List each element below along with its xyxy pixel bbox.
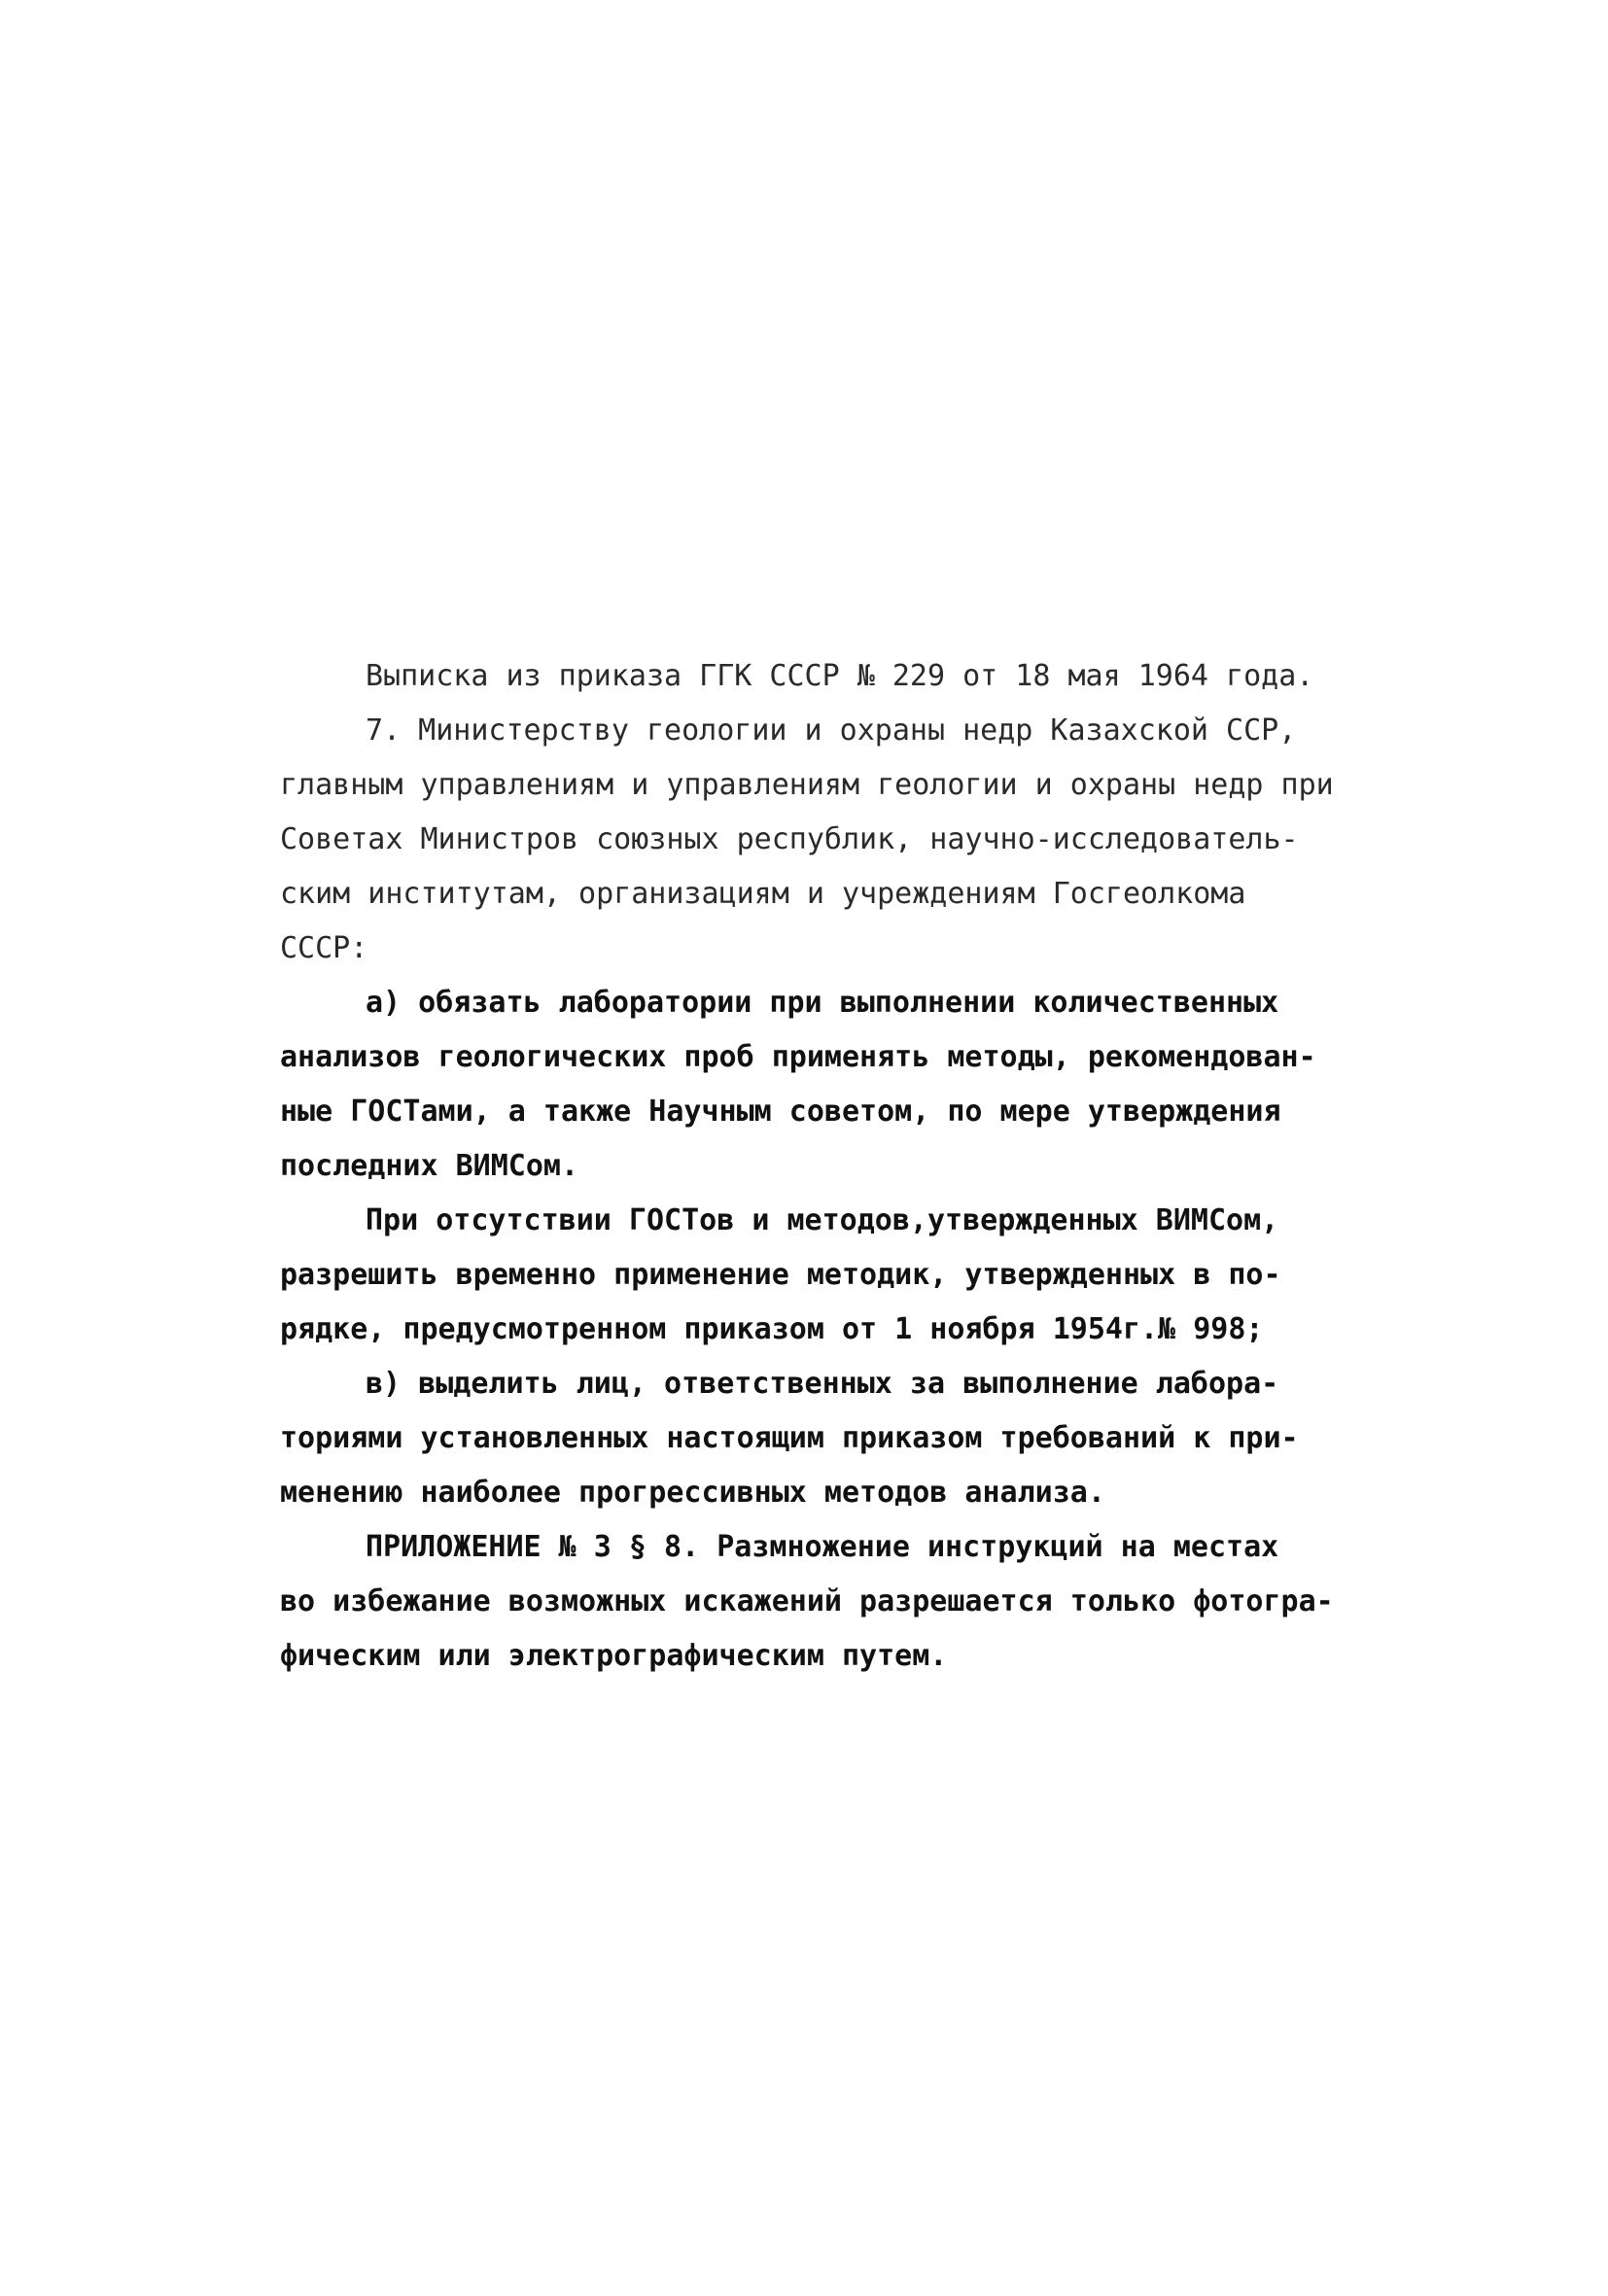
paragraph-line: главным управлениям и управлениям геологии и охраны недр при	[280, 768, 1334, 802]
paragraph-line: ториями установленных настоящим приказом требований к при-	[280, 1421, 1299, 1455]
paragraph-line: СССР:	[280, 931, 368, 965]
paragraph-7	[280, 704, 1334, 976]
paragraph-line: в) выделить лиц, ответственных за выполнение лабора-	[366, 1367, 1279, 1401]
order-excerpt	[280, 649, 1334, 1684]
paragraph-b	[280, 1194, 1311, 1357]
paragraph-line: последних ВИМСом.	[280, 1149, 579, 1183]
paragraph-line: менению наиболее прогрессивных методов анализа.	[280, 1476, 1105, 1510]
paragraph-line: ским институтам, организациям и учреждениям Госгеолкома	[280, 877, 1246, 911]
paragraph-v	[280, 1357, 1311, 1520]
paragraph-a	[280, 976, 1316, 1194]
paragraph-line: анализов геологических проб применять методы, рекомендован-	[280, 1040, 1316, 1074]
paragraph-line: рядке, предусмотренном приказом от 1 ноября 1954г.№ 998;	[280, 1312, 1264, 1346]
paragraph-line: во избежание возможных искажений разрешается только фотогра-	[280, 1584, 1334, 1618]
paragraph-line: ные ГОСТами, а также Научным советом, по мере утверждения	[280, 1095, 1281, 1129]
paragraph-line: Советах Министров союзных республик, научно-исследователь-	[280, 822, 1299, 856]
paragraph-line: фическим или электрографическим путем.	[280, 1639, 948, 1673]
paragraph-line: ПРИЛОЖЕНИЕ № 3 § 8. Размножение инструкций на местах	[366, 1530, 1279, 1564]
paragraph-line: При отсутствии ГОСТов и методов,утвержденных ВИМСом,	[366, 1203, 1279, 1237]
paragraph-line: а) обязать лаборатории при выполнении количественных	[366, 986, 1279, 1020]
document-heading: Выписка из приказа ГГК СССР № 229 от 18 мая 1964 года.	[366, 659, 1314, 693]
appendix-paragraph	[280, 1520, 1334, 1684]
paragraph-line: разрешить временно применение методик, утвержденных в по-	[280, 1258, 1281, 1292]
paragraph-line: 7. Министерству геологии и охраны недр Казахской ССР,	[366, 713, 1297, 748]
